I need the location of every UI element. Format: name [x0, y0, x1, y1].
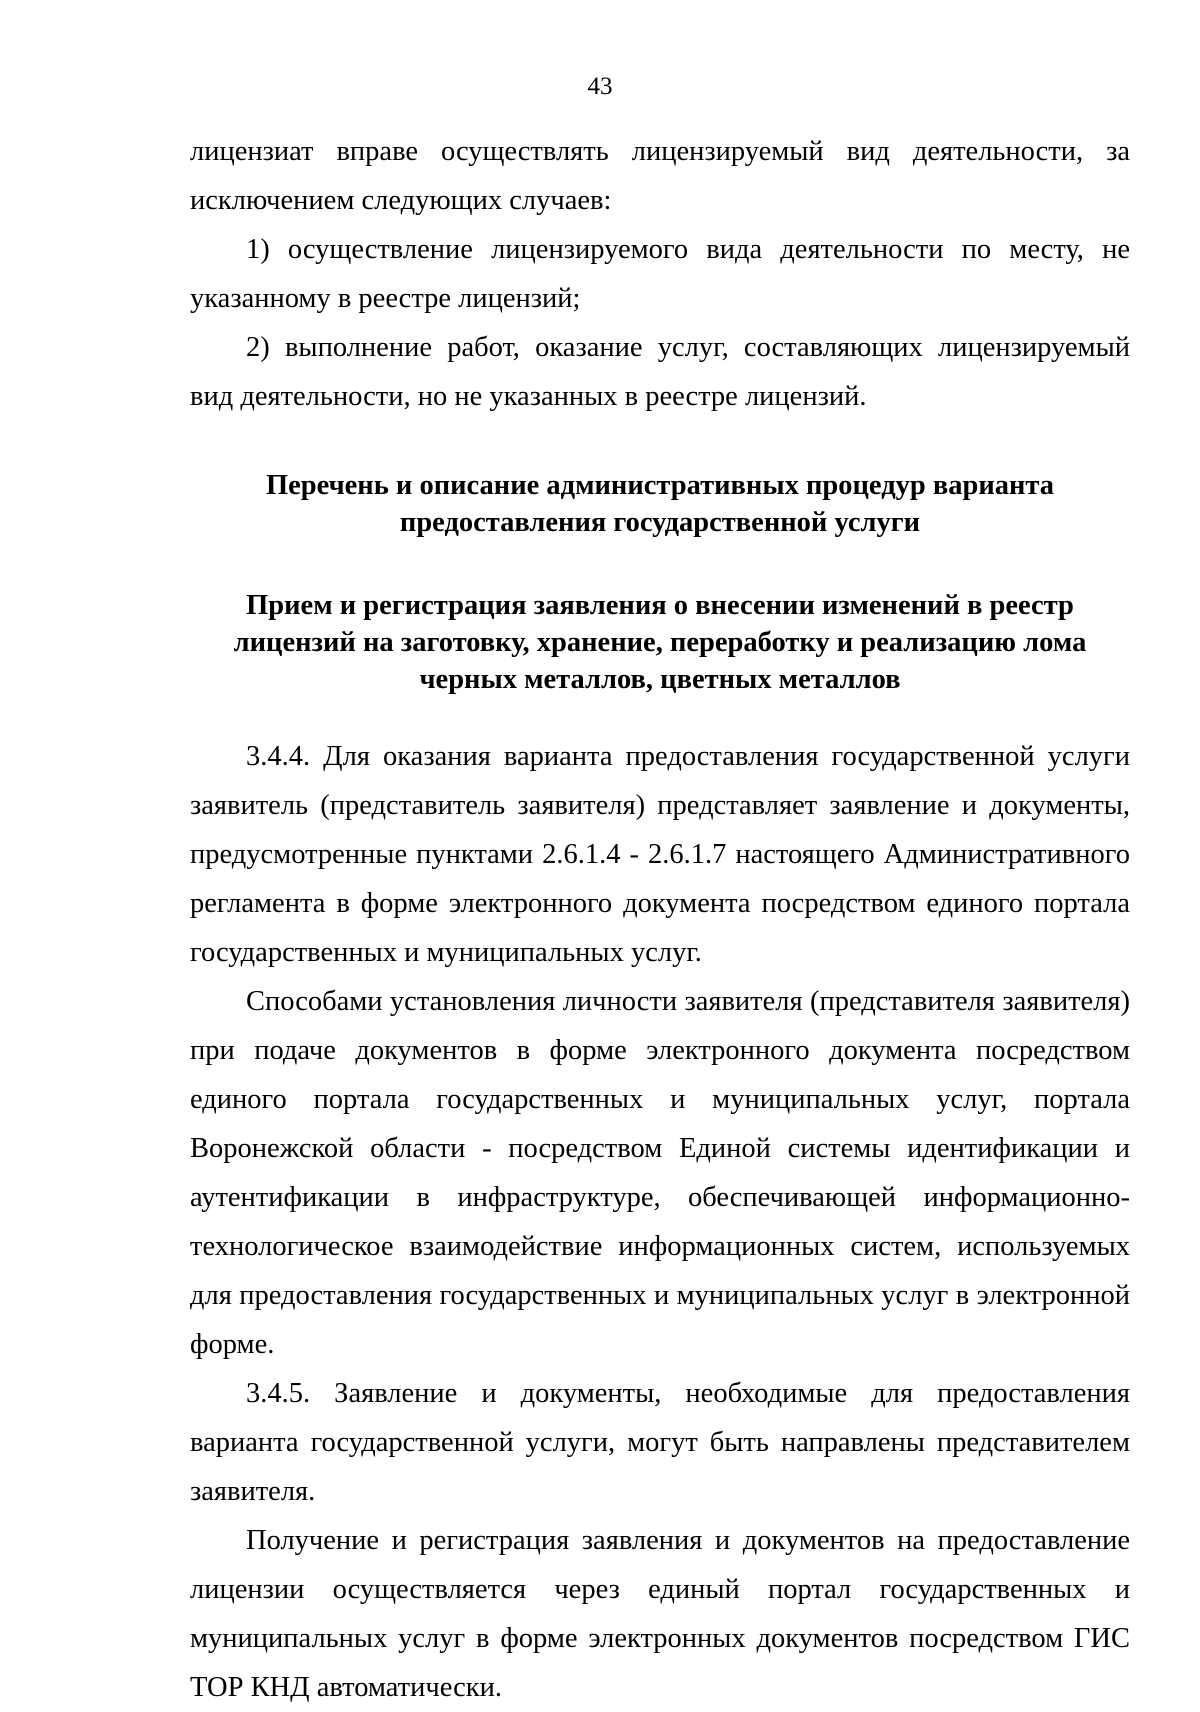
paragraph-3-4-5: 3.4.5. Заявление и документы, необходимые для предоставления варианта государственной услуги, могут быть направлены представителем заявителя. [190, 1378, 1130, 1507]
paragraph-item-1: 1) осуществление лицензируемого вида деятельности по месту, не указанному в реестре лицензий; [190, 234, 1130, 314]
document-body [190, 127, 1130, 1712]
paragraph-continuation: лицензиат вправе осуществлять лицензируемый вид деятельности, за исключением следующих случаев: [190, 136, 1130, 216]
paragraph-identification: Способами установления личности заявителя (представителя заявителя) при подаче документов в форме электронного документа посредством единого портала государственных и муниципальных услуг, портала Воронежской области - посредством Единой системы идентификации и аутентификации в инфраструктуре, обеспечивающей информационно-технологическое взаимодействие информационных систем, используемых для предоставления государственных и муниципальных услуг в электронной форме. [190, 986, 1130, 1360]
paragraph-item-2: 2) выполнение работ, оказание услуг, составляющих лицензируемый вид деятельности, но не указанных в реестре лицензий. [190, 332, 1130, 412]
section-heading: Перечень и описание административных процедур варианта предоставления государственной услуги [265, 470, 1055, 538]
subsection-heading: Прием и регистрация заявления о внесении изменений в реестр лицензий на заготовку, хранение, переработку и реализацию лома черных металлов, цветных металлов [233, 590, 1087, 695]
paragraph-registration: Получение и регистрация заявления и документов на предоставление лицензии осуществляется через единый портал государственных и муниципальных услуг в форме электронных документов посредством ГИС ТОР КНД автоматически. [190, 1525, 1130, 1703]
paragraph-3-4-4: 3.4.4. Для оказания варианта предоставления государственной услуги заявитель (представитель заявителя) представляет заявление и документы, предусмотренные пунктами 2.6.1.4 - 2.6.1.7 настоящего Административного регламента в форме электронного документа посредством единого портала государственных и муниципальных услуг. [190, 741, 1130, 968]
page-number: 43 [587, 73, 613, 100]
